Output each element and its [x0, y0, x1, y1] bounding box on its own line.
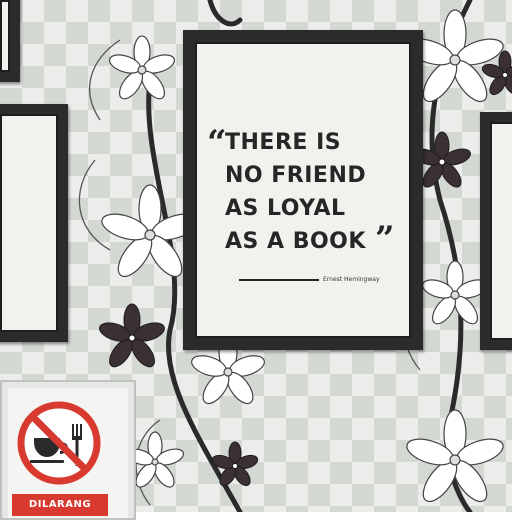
- sign-label: DILARANG: [12, 494, 108, 516]
- author-attribution: [239, 276, 380, 283]
- partial-frame-right: [480, 112, 512, 350]
- open-quote-mark: “: [207, 123, 227, 163]
- author-name: Ernest Hemingway: [323, 276, 380, 283]
- partial-frame-left: [0, 104, 68, 342]
- quote-picture-frame: [183, 30, 423, 350]
- quote-line-3: AS LOYAL: [225, 196, 346, 221]
- quote-text: [225, 126, 400, 258]
- author-rule: [239, 279, 319, 281]
- no-food-drink-icon: [16, 400, 102, 486]
- close-quote-mark: ”: [375, 219, 395, 259]
- partial-frame-top-left: [0, 0, 20, 82]
- prohibition-sign: [0, 380, 136, 520]
- quote-poster: [195, 42, 411, 338]
- quote-line-4: AS A BOOK: [225, 229, 366, 254]
- quote-line-1: THERE IS: [225, 130, 342, 155]
- quote-line-2: NO FRIEND: [225, 163, 367, 188]
